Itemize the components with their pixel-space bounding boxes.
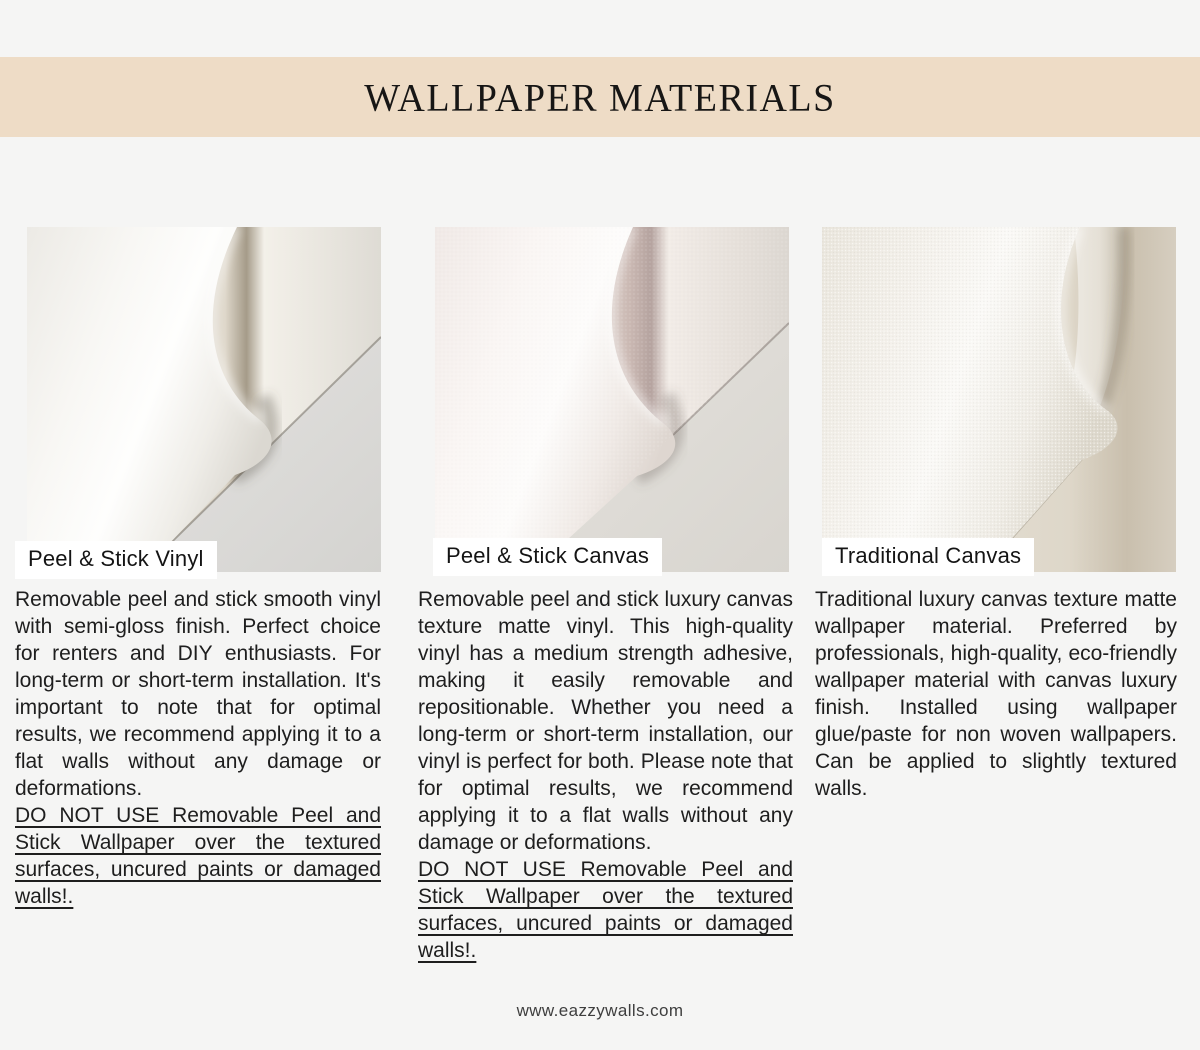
material-label-text: Peel & Stick Canvas (446, 543, 650, 568)
material-label-text: Traditional Canvas (835, 543, 1022, 568)
page-title: WALLPAPER MATERIALS (364, 76, 836, 120)
material-photo-peel-stick-canvas (435, 227, 789, 572)
material-column-peel-stick-canvas (418, 227, 793, 964)
curled-vinyl-photo-illustration (27, 227, 381, 572)
material-warning: DO NOT USE Removable Peel and Stick Wallpaper over the textured surfaces, uncured paints or damaged walls!. (418, 858, 793, 962)
material-photo-traditional-canvas (822, 227, 1176, 572)
material-column-traditional-canvas (815, 227, 1177, 802)
material-label-text: Peel & Stick Vinyl (28, 546, 204, 571)
material-label-chip (15, 541, 217, 579)
curled-traditional-canvas-photo-illustration (822, 227, 1176, 572)
material-description: Removable peel and stick smooth vinyl with semi-gloss finish. Perfect choice for renters and DIY enthusiasts. For long-term or short-term installation. It's important to note that for optimal results, we recommend applying it to a flat walls without any damage or deformations. (15, 588, 381, 800)
material-column-peel-stick-vinyl (15, 227, 381, 910)
material-description: Traditional luxury canvas texture matte wallpaper material. Preferred by professionals, high-quality, eco-friendly wallpaper material with canvas luxury finish. Installed using wallpaper glue/paste for non woven wallpapers. Can be applied to slightly textured walls. (815, 588, 1177, 800)
material-photo-peel-stick-vinyl (27, 227, 381, 572)
material-label-chip (433, 538, 662, 576)
material-warning: DO NOT USE Removable Peel and Stick Wallpaper over the textured surfaces, uncured paints or damaged walls!. (15, 804, 381, 908)
material-label-chip (822, 538, 1034, 576)
material-description: Removable peel and stick luxury canvas texture matte vinyl. This high-quality vinyl has a medium strength adhesive, making it easily removable and repositionable. Whether you need a long-term or short-term installation, our vinyl is perfect for both. Please note that for optimal results, we recommend applying it to a flat walls without any damage or deformations. (418, 588, 793, 854)
website-url: www.eazzywalls.com (516, 1001, 684, 1020)
curled-canvas-photo-illustration (435, 227, 789, 572)
